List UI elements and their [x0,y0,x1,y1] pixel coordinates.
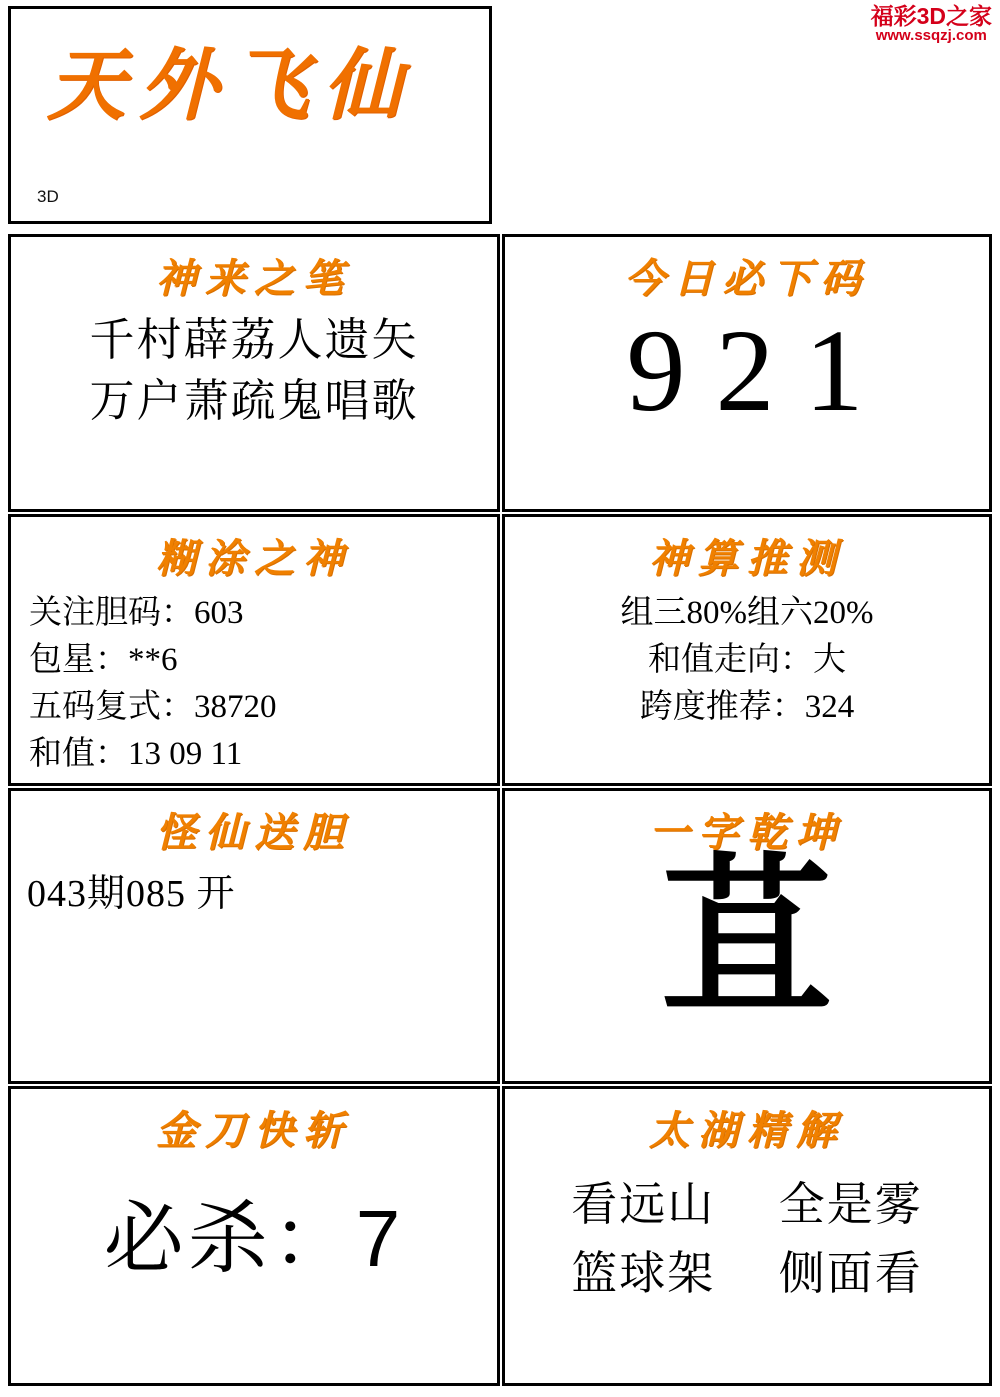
hutu-lines [29,590,497,777]
panel-hutu-zhishen [8,514,500,786]
taihu-phrase-1: 看远山 [571,1178,716,1230]
panel-title-shensuan: 神算推测 [649,537,845,581]
panel-title-yizi: 一字乾坤 [649,811,845,855]
taihu-row-1 [505,1170,989,1239]
panel-shenlai-zhibi [8,234,500,512]
shensuan-lines [505,590,989,731]
poem-line-1: 千村薜荔人遗矢 [89,314,419,365]
guaixian-line-1: 043期085 开 [27,873,236,915]
watermark-url: www.ssqzj.com [875,27,987,45]
panel-title-shenlai: 神来之笔 [156,257,352,301]
today-number: 921 [626,305,894,436]
panel-title-guaixian: 怪仙送胆 [156,811,352,855]
hutu-line-4: 和值：13 09 11 [29,735,243,772]
brand-title: 天外飞仙 [47,41,416,129]
watermark [871,4,992,44]
taihu-lines [505,1170,989,1308]
panel-today-must-number [502,234,992,512]
panel-title-bixiama: 今日必下码 [624,257,870,301]
panel-yizi-qiankun [502,788,992,1084]
panel-title-taihu: 太湖精解 [649,1109,845,1153]
watermark-title: 福彩3D之家 [870,3,992,29]
jindao-kill-line: 必杀：7 [103,1194,405,1283]
header-box [8,6,492,224]
issue-label: 3D [37,187,59,206]
taihu-row-2 [505,1239,989,1308]
panel-taihu-jingjie [502,1086,992,1386]
poem-text [11,310,497,432]
shensuan-line-2: 和值走向：大 [648,641,846,678]
hutu-line-2: 包星：**6 [29,641,178,678]
taihu-phrase-4: 侧面看 [778,1247,923,1299]
panel-title-jindao: 金刀快斩 [156,1109,352,1153]
shensuan-line-1: 组三80%组六20% [620,595,874,631]
taihu-phrase-3: 篮球架 [571,1247,716,1299]
poem-line-2: 万户萧疏鬼唱歌 [89,374,419,426]
panel-title-hutu: 糊涂之神 [156,537,352,581]
panel-jindao-kuaizhan [8,1086,500,1386]
hutu-line-1: 关注胆码：603 [29,595,244,631]
shensuan-line-3: 跨度推荐：324 [639,688,855,725]
panel-guaixian-songdan [8,788,500,1084]
yizi-word: 苴 [661,842,832,1032]
taihu-phrase-2: 全是雾 [778,1178,923,1230]
panel-shensuan-tuice [502,514,992,786]
hutu-line-3: 五码复式：38720 [29,688,277,725]
